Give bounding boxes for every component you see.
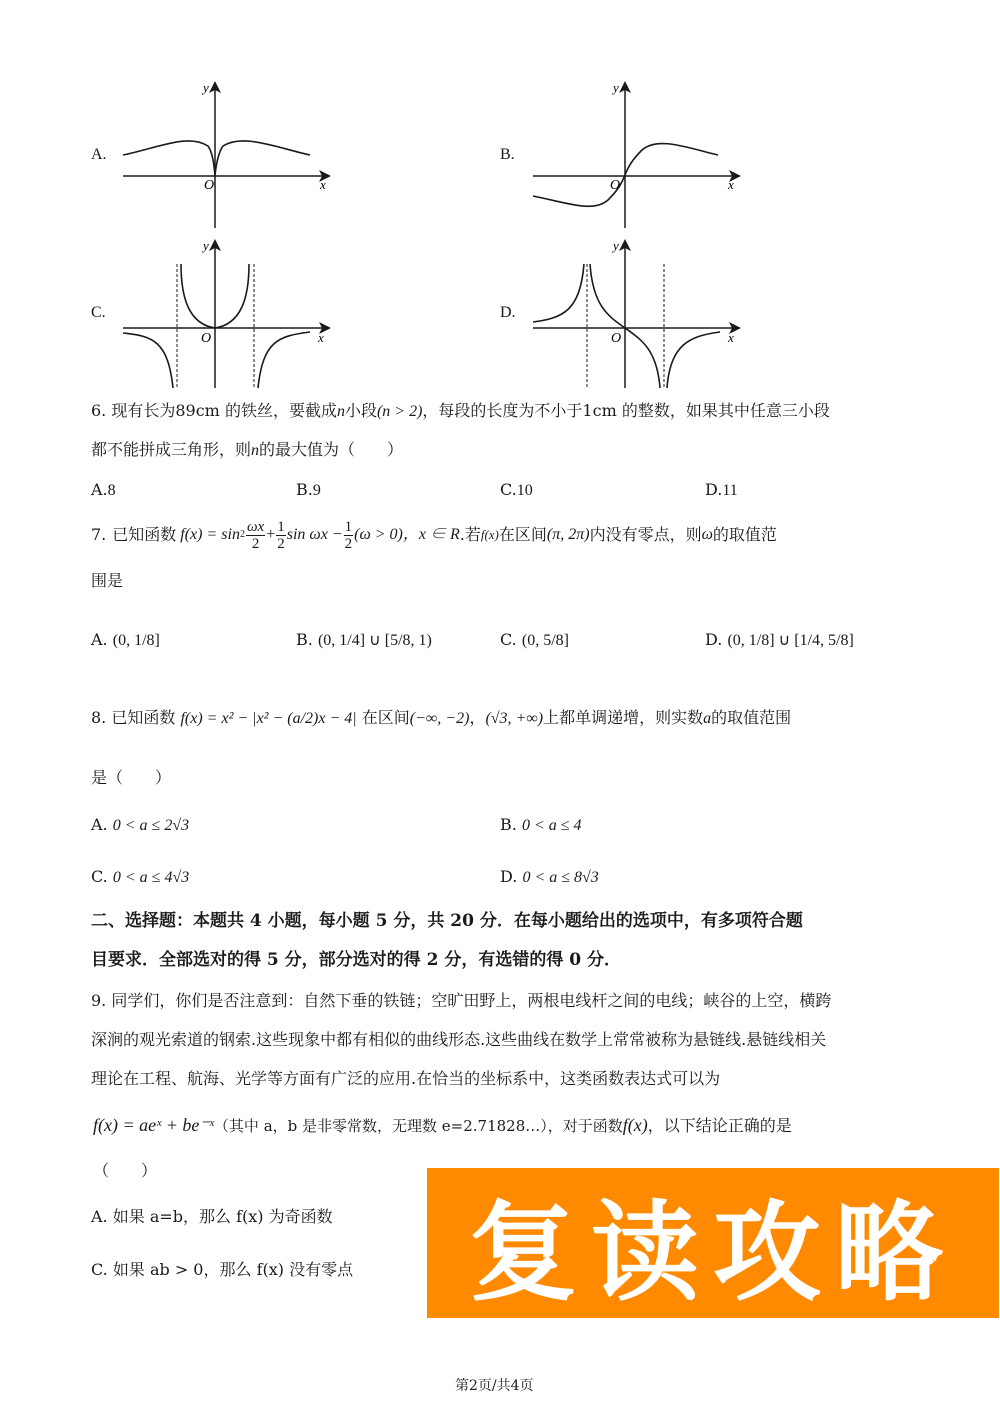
q8-option-b[interactable]: B. 0 < a ≤ 4 xyxy=(500,815,582,834)
q7-option-c[interactable]: C. (0, 5/8] xyxy=(500,630,569,649)
q5-option-a-label: A. xyxy=(91,146,107,163)
q5-option-b-label: B. xyxy=(500,146,515,163)
watermark-banner: 复读攻略 xyxy=(427,1168,999,1318)
q9-line1: 9. 同学们，你们是否注意到：自然下垂的铁链；空旷田野上，两根电线杆之间的电线；峡谷的上空，横跨 xyxy=(91,991,832,1010)
q5-graph-b xyxy=(528,78,748,233)
q7-line1: 7. 已知函数 f(x) = sin 2 $\frac{\omega x}{2}$ + $\frac{1}{2}$ sin ωx − $\frac{1}{2}$ (ω > 0) ，x ∈ R .若 f(x) 在区间 (π, 2π) 内没有零点，则 ω 的取值范 xyxy=(91,518,777,552)
q9-line3: 理论在工程、航海、光学等方面有广泛的应用.在恰当的坐标系中，这类函数表达式可以为 xyxy=(91,1069,721,1088)
svg-text:y: y xyxy=(613,80,619,95)
q6-option-b[interactable]: B.9 xyxy=(296,480,321,499)
q9-answer-blank: （ ） xyxy=(93,1161,158,1180)
q9-option-c[interactable]: C. 如果 ab > 0，那么 f(x) 没有零点 xyxy=(91,1260,354,1279)
q7-option-b[interactable]: B. (0, 1/4] ∪ [5/8, 1) xyxy=(296,630,432,649)
q8-line2: 是（ ） xyxy=(91,768,172,787)
q6-option-c[interactable]: C.10 xyxy=(500,480,533,499)
q7-option-a[interactable]: A. (0, 1/8] xyxy=(91,630,160,649)
svg-text:x: x xyxy=(320,177,326,192)
section2-line2: 目要求．全部选对的得 5 分，部分选对的得 2 分，有选错的得 0 分． xyxy=(91,950,621,970)
svg-text:O: O xyxy=(610,178,621,193)
q5-graph-a xyxy=(118,78,338,233)
q8-line1: 8. 已知函数 f(x) = x² − |x² − (a/2)x − 4| 在区间(−∞, −2)，(√3, +∞)上都单调递增，则实数a的取值范围 xyxy=(91,708,792,727)
q7-line2: 围是 xyxy=(91,571,124,590)
svg-text:y: y xyxy=(203,80,209,95)
svg-text:O: O xyxy=(611,331,622,346)
svg-text:y: y xyxy=(203,238,209,253)
q8-option-c[interactable]: C. 0 < a ≤ 4√3 xyxy=(91,867,190,886)
origin-label: O xyxy=(204,178,215,193)
svg-text:x: x xyxy=(318,330,324,345)
q6-number: 6. xyxy=(91,401,107,420)
q7-option-d[interactable]: D. (0, 1/8] ∪ [1/4, 5/8] xyxy=(705,630,854,649)
q6-line1: 6. 现有长为89cm 的铁丝，要截成n小段(n > 2)，每段的长度为不小于1cm 的整数，如果其中任意三小段 xyxy=(91,401,830,420)
page-number: 第2页/共4页 xyxy=(455,1378,534,1394)
q9-option-a[interactable]: A. 如果 a=b，那么 f(x) 为奇函数 xyxy=(91,1207,333,1226)
q6-option-a[interactable]: A.8 xyxy=(91,480,116,499)
svg-text:O: O xyxy=(201,331,212,346)
svg-text:x: x xyxy=(728,330,734,345)
q8-option-d[interactable]: D. 0 < a ≤ 8√3 xyxy=(500,867,599,886)
svg-text:x: x xyxy=(728,177,734,192)
q9-formula-line: f(x) = aeˣ + be⁻ˣ（其中 a，b 是非零常数，无理数 e=2.71828…），对于函数f(x)，以下结论正确的是 xyxy=(93,1115,792,1135)
q5-graph-d xyxy=(528,236,748,391)
q5-option-c-label: C. xyxy=(91,304,106,321)
q5-option-d-label: D. xyxy=(500,304,516,321)
q5-graph-c xyxy=(118,236,338,391)
svg-text:y: y xyxy=(613,238,619,253)
q6-line2: 都不能拼成三角形，则n的最大值为（ ） xyxy=(91,440,404,459)
q8-option-a[interactable]: A. 0 < a ≤ 2√3 xyxy=(91,815,190,834)
section2-line1: 二、选择题：本题共 4 小题，每小题 5 分，共 20 分．在每小题给出的选项中，有多项符合题 xyxy=(91,911,803,931)
q9-line2: 深涧的观光索道的钢索.这些现象中都有相似的曲线形态.这些曲线在数学上常常被称为悬链线.悬链线相关 xyxy=(91,1030,827,1049)
q6-option-d[interactable]: D.11 xyxy=(705,480,738,499)
